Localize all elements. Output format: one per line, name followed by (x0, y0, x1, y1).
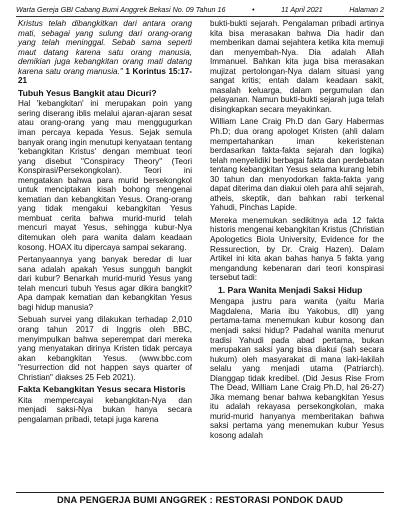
header-divider (16, 16, 384, 17)
page-footer: DNA PENGERJA BUMI ANGGREK : RESTORASI PONDOK DAUD (57, 495, 343, 505)
publication-title: Warta Gereja GBI Cabang Bumi Anggrek Bekasi No. 09 Tahun 16 (16, 5, 226, 14)
quote-text: Kristus telah dibangkitkan dari antara orang mati, sebagai yang sulung dari orang-orang yang telah meninggal. Sebab sama seperti maut datang karena satu orang manusia, demikian juga kebangkitan orang mati datang karena satu orang manusia." (18, 19, 192, 76)
paragraph: Mengapa justru para wanita (yaitu Maria Magdalena, Maria ibu Yakobus, dll) yang pertama-tama menemukan kubur kosong dan menjadi saksi hidup? Padahal wanita menurut tradisi Yahudi pada abad pertama, bukan merupakan saksi yang bisa diakui (sah secara hukum) oleh masyarakat di mana laki-lakilah selalu yang menjadi utama (Patriarch). Dianggap tidak kredibel. (Did Jesus Rise From The Dead, William Lane Craig Ph.D, hal 26-27) Jika memang benar bahwa kebangkitan Yesus itu adalah rekayasa persekongkolan, maka murid-murid hanyanya memberitakan bahwa saksi pertama yang menemukan kubur Yesus kosong adalah (210, 297, 384, 440)
quote-reference: 1 Korintus 15:17-21 (18, 66, 192, 86)
left-column (18, 19, 192, 427)
section-heading-resurrection: Tubuh Yesus Bangkit atau Dicuri? (18, 87, 157, 98)
paragraph: Sebuah survei yang dilakukan terhadap 2,010 orang tahun 2017 di Inggris oleh BBC, menyimpulkan bahwa seperempat dari mereka yang menyatakan dirinya Kristen tidak percaya akan kebangkitan Yesus. (www.bbc.com "resurrection did not happen says quarter of Christian" diakses 25 Feb 2021). (18, 315, 192, 382)
issue-date: 11 April 2021 (281, 5, 323, 14)
right-column (210, 19, 384, 444)
paragraph: bukti-bukti sejarah. Pengalaman pribadi artinya kita bisa merasakan bahwa Dia hadir dan memberikan damai sejahtera ketika kita memuji dan menyembah-Nya. Dia adalah Allah Immanuel. Bahkan kita juga bisa merasakan mujizat pertolongan-Nya dalam situasi yang sangat kritis; entah dalam keadaan sakit, masalah keluarga, dalam pergumulan dan pelayanan. Namun bukti-bukti sejarah juga telah disingkapkan secara meyakinkan. (210, 19, 384, 114)
footer-divider (16, 492, 384, 493)
numbered-heading-women-witnesses: 1. Para Wanita Menjadi Saksi Hidup (218, 284, 363, 295)
header-separator: • (252, 5, 255, 14)
paragraph: Pertanyaannya yang banyak beredar di luar sana adalah apakah Yesus sungguh bangkit dari kubur? Benarkah murid-murid Yesus yang telah mencuri tubuh Yesus agar dikira bangkit? Apa dampak kematian dan kebangkitan Yesus bagi hidup manusia? (18, 255, 192, 312)
paragraph: Hal 'kebangkitan' ini merupakan poin yang sering diserang iblis melalui ajaran-ajaran sesat atau orang-orang yang mau menggugurkan iman percaya kepada Yesus. Sejak semula banyak orang ingin menutupi kenyataan tentang 'kebangkitan Kristus' dengan membuat teori yang disebut "Conspiracy Theory" (Teori Konspirasi/Persekongkolan). Teori ini mengatakan bahwa para murid bersekongkol untuk menciptakan kisah bohong mengenai kematian dan kebangkitan Yesus. Orang-orang yang tidak mengakui kebangkitan Yesus membuat cerita bahwa murid-murid telah mencuri mayat Yesus, sehingga kubur-Nya ditemukan oleh para wanita dalam keadaan kosong. HOAX itu dipercaya sampai sekarang. (18, 99, 192, 252)
paragraph: Kita mempercayai kebangkitan-Nya dan menjadi saksi-Nya bukan hanya secara pengalaman pribadi, tetapi juga karena (18, 395, 192, 424)
scripture-quote (18, 19, 192, 86)
page-header (16, 4, 384, 15)
paragraph: William Lane Craig Ph.D dan Gary Habermas Ph.D; dua orang apologet Kristen (ahli dalam mempertahankan iman kekeristenan berdasarkan fakta-fakta sejarah dan logika) telah menyelidiki berbagai fakta dan perdebatan tentang kebangkitan Yesus selama kurang lebih 30 tahun dan menyodorkan fakta-fakta yang dapat diterima dan diakui oleh para ahli sejarah, atheis, skeptik, dan bahkan rabi terkenal Yahudi, Pinchas Lapide. (210, 117, 384, 213)
section-heading-historical-facts: Fakta Kebangkitan Yesus secara Historis (18, 384, 186, 395)
page-number: Halaman 2 (349, 5, 384, 14)
paragraph: Mereka menemukan sedikitnya ada 12 fakta historis mengenai kebangkitan Kristus (Christian Apologetics Biola University, Evidence for the Ressurection, by Dr. Craig Hazen). Dalam Artikel ini kita akan bahas hanya 5 fakta yang mengandung kebenaran dari teori konspirasi tersebut tadi: (210, 215, 384, 283)
